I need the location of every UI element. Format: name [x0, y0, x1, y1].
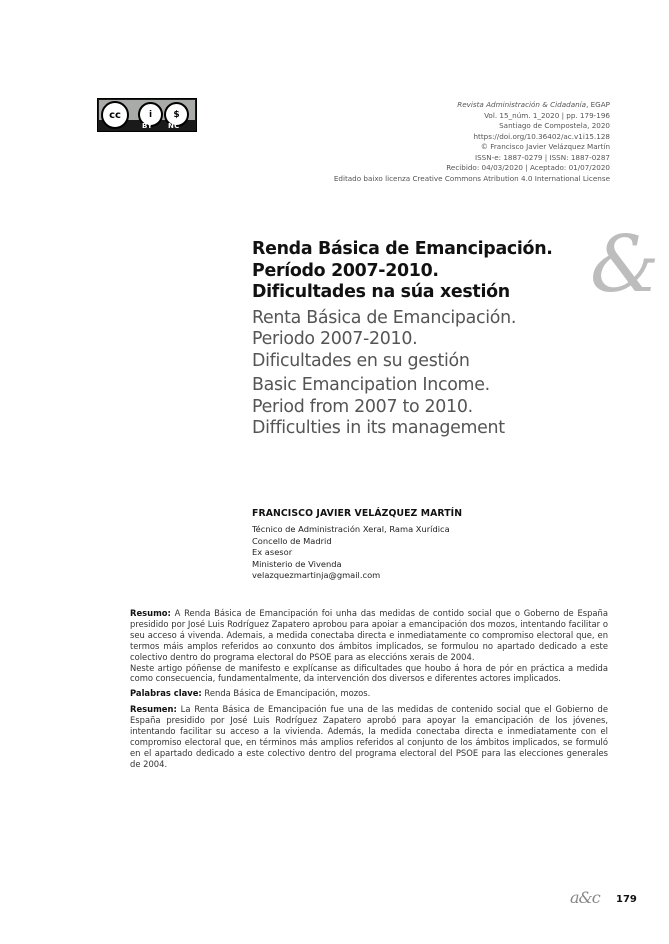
title-line: Renta Básica de Emancipación. — [252, 307, 517, 328]
doi-link[interactable]: https://doi.org/10.36402/ac.v1i15.128 — [473, 131, 610, 141]
resumen-paragraph — [130, 704, 608, 769]
title-line: Dificultades na súa xestión — [252, 282, 510, 302]
resumo-paragraph — [130, 608, 608, 663]
affiliation-line: Técnico de Administración Xeral, Rama Xurídica — [252, 524, 450, 534]
title-galician — [252, 239, 612, 304]
journal-line — [334, 100, 610, 111]
page-number: 179 — [616, 894, 637, 905]
title-spanish — [252, 308, 612, 373]
affiliation-line: Ex asesor — [252, 547, 293, 558]
badge-label-by: BY — [142, 122, 153, 130]
title-line: Período 2007-2010. — [252, 260, 439, 281]
title-line: Difficulties in its management — [252, 418, 505, 438]
abstract-block — [130, 608, 608, 770]
issn: ISSN-e: 1887-0279 | ISSN: 1887-0287 — [474, 152, 610, 162]
cc-license-badge — [97, 98, 197, 132]
title-line: Periodo 2007-2010. — [252, 329, 418, 349]
title-line: Dificultades en su gestión — [252, 350, 470, 371]
title-english — [252, 375, 612, 440]
article-titles — [252, 239, 612, 442]
submission-dates: Recibido: 04/03/2020 | Aceptado: 01/07/2020 — [446, 163, 610, 172]
place-year: Santiago de Compostela, 2020 — [499, 121, 610, 130]
license-text: Editado baixo licenza Creative Commons Atribution 4.0 International License — [333, 173, 610, 183]
resumen-text: La Renta Básica de Emancipación fue una de las medidas de contenido social que el Gobierno de España presidido por José Luis Rodríguez Zapatero aprobó para apoyar la emancipación de los jóvenes, intentando facilitar su acceso a la vivienda. Además, la medida conectaba directa e inmediatamente con el compromiso electoral que, en términos más amplios referidos al conjunto de los ámbitos implicados, se formuló en el apartado dedicado a este colectivo dentro del programa electoral del PSOE para las elecciones generales de 2004. — [130, 704, 608, 769]
title-line: Basic Emancipation Income. — [252, 375, 490, 395]
noncommercial-symbol: $ — [173, 109, 180, 120]
affiliation-line: Concello de Madrid — [252, 535, 332, 546]
resumo-text: A Renda Básica de Emancipación foi unha das medidas de contido social que o Goberno de España presidido por José Luis Rodríguez Zapatero aprobou para apoiar a emancipación dos mozos, intentando facilitar o seu acceso á vivenda. Ademais, a medida conectaba directa e inmediatamente co compromiso electoral que, en termos máis amplos referidos ao conxunto dos ámbitos implicados, se formulou no apartado dedicado a este colectivo dentro do programa electoral do PSOE para as eleccións xerais de 2004. — [130, 608, 608, 662]
resumo-paragraph-2: Neste artigo póñense de manifesto e explícanse as dificultades que houbo á hora de pór en práctica a medida como consecuencia, fundamentalmente, da intervención dos diversos e diferentes actores implicados. — [130, 662, 608, 684]
author-email[interactable]: velazquezmartinja@gmail.com — [252, 570, 381, 581]
attribution-symbol: i — [148, 109, 153, 120]
cc-icon-text: cc — [109, 109, 121, 121]
author-name: FRANCISCO JAVIER VELÁZQUEZ MARTÍN — [252, 508, 463, 519]
cc-icon — [101, 101, 129, 129]
title-line: Renda Básica de Emancipación. — [252, 239, 553, 259]
journal-logo: a&c — [570, 888, 600, 907]
publisher: , EGAP — [586, 100, 610, 109]
resumen-label: Resumen: — [130, 704, 177, 715]
author-block — [252, 508, 462, 582]
ampersand-decoration: & — [590, 220, 660, 310]
keywords — [130, 688, 608, 699]
resumo-label: Resumo: — [130, 608, 171, 618]
keywords-label: Palabras clave: — [130, 688, 202, 699]
author-affiliation — [252, 524, 462, 582]
journal-metadata — [334, 100, 610, 184]
title-line: Period from 2007 to 2010. — [252, 396, 473, 417]
affiliation-line: Ministerio de Vivenda — [252, 558, 342, 569]
volume-pages: Vol. 15_núm. 1_2020 | pp. 179-196 — [484, 110, 610, 120]
journal-name: Revista Administración & Cidadanía — [457, 100, 587, 109]
badge-label-nc: NC — [168, 122, 180, 130]
copyright: © Francisco Javier Velázquez Martín — [480, 142, 610, 151]
keywords-text: Renda Básica de Emancipación, mozos. — [204, 688, 371, 699]
